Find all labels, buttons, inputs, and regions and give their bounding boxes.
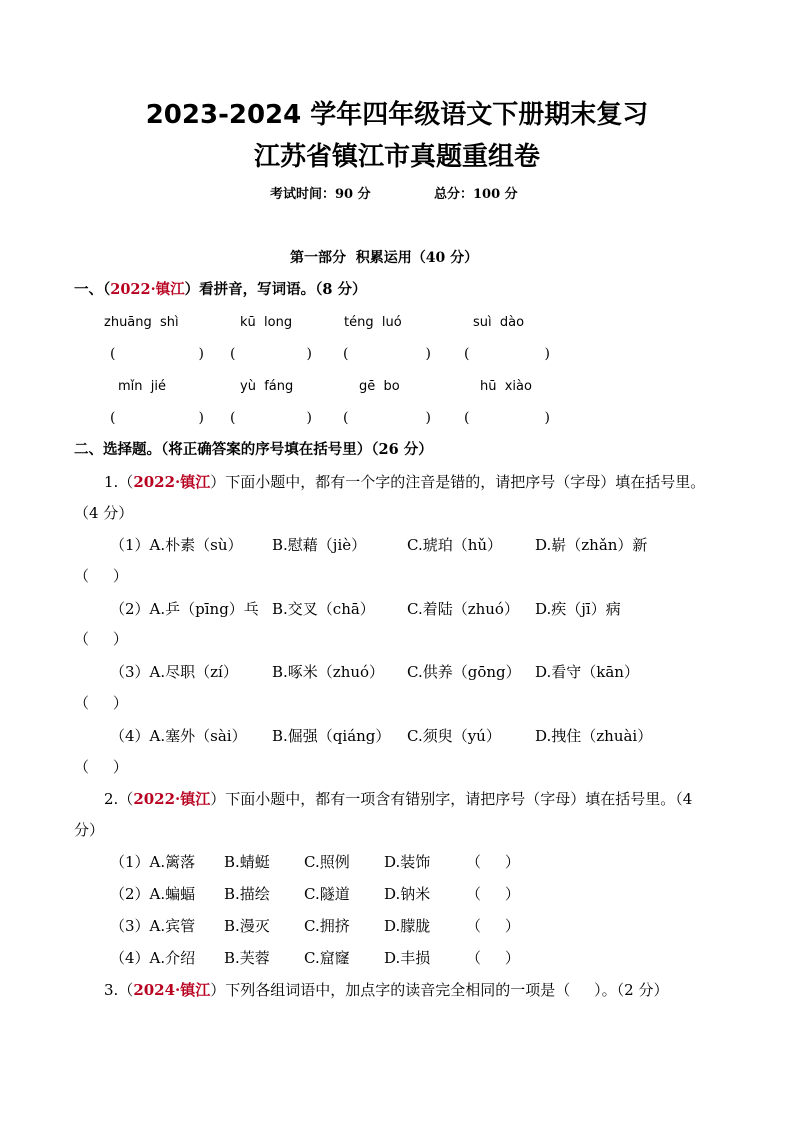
option: （1）A.篱落: [110, 853, 196, 871]
pinyin-5: mǐn jié: [118, 379, 167, 394]
option: B.倔强（qiáng）: [272, 727, 391, 745]
option: （2）A.蝙蝠: [110, 885, 196, 903]
part-heading: 第一部分 积累运用（40 分）: [290, 250, 479, 266]
pinyin-3: téng luó: [344, 315, 402, 330]
option: B.芙蓉: [224, 949, 270, 967]
option: D.朦胧: [384, 917, 431, 935]
source-tag: 2022·镇江: [133, 790, 211, 808]
question-2-score: 分）: [74, 821, 105, 839]
answer-blank[interactable]: （ ）: [466, 853, 520, 871]
source-tag: 2022·镇江: [133, 473, 211, 491]
answer-blank[interactable]: ( ): [230, 346, 312, 362]
option: D.疾（jī）病: [535, 600, 621, 618]
question-1-score: （4 分）: [74, 504, 134, 522]
option: D.装饰: [384, 853, 431, 871]
pinyin-2: kū long: [240, 315, 293, 330]
answer-blank[interactable]: （ ）: [74, 567, 128, 585]
option: （4）A.介绍: [110, 949, 196, 967]
option: （3）A.尽职（zí）: [110, 663, 238, 681]
option: B.蜻蜓: [224, 853, 270, 871]
option: D.钠米: [384, 885, 431, 903]
answer-blank[interactable]: （ ）: [74, 758, 128, 776]
option: B.啄米（zhuó）: [272, 663, 385, 681]
option: （1）A.朴素（sù）: [110, 536, 243, 554]
pinyin-8: hū xiào: [480, 379, 532, 394]
answer-blank[interactable]: ( ): [343, 346, 431, 362]
option: D.丰损: [384, 949, 431, 967]
option: C.琥珀（hǔ）: [407, 536, 503, 554]
source-tag: 2024·镇江: [133, 981, 211, 999]
pinyin-6: yù fáng: [240, 379, 294, 394]
answer-blank[interactable]: （ ）: [74, 630, 128, 648]
option: D.拽住（zhuài）: [535, 727, 653, 745]
option: C.着陆（zhuó）: [407, 600, 519, 618]
answer-blank[interactable]: ( ): [464, 410, 550, 426]
option: B.交叉（chā）: [272, 600, 375, 618]
question-3: 3.（2024·镇江）下列各组词语中，加点字的读音完全相同的一项是（ ）。（2 分）: [104, 981, 669, 999]
page-title: 2023-2024 学年四年级语文下册期末复习: [145, 100, 649, 130]
option: C.照例: [304, 853, 350, 871]
option: B.慰藉（jiè）: [272, 536, 367, 554]
pinyin-7: gē bo: [359, 379, 400, 394]
option: D.看守（kān）: [535, 663, 639, 681]
option: B.描绘: [224, 885, 270, 903]
question-1: 1.（2022·镇江）下面小题中，都有一个字的注音是错的，请把序号（字母）填在括号里。: [104, 473, 706, 491]
pinyin-4: suì dào: [473, 315, 525, 330]
exam-time: 考试时间：90 分: [270, 187, 371, 202]
option: （3）A.宾管: [110, 917, 196, 935]
option: C.窟窿: [304, 949, 350, 967]
pinyin-1: zhuāng shì: [104, 315, 179, 330]
total-score: 总分：100 分: [434, 187, 518, 202]
option: C.须臾（yú）: [407, 727, 501, 745]
option: C.隧道: [304, 885, 350, 903]
option: C.供养（gōng）: [407, 663, 521, 681]
answer-blank[interactable]: ( ): [110, 410, 204, 426]
answer-blank[interactable]: （ ）: [466, 949, 520, 967]
option: （2）A.乒（pīng）乓: [110, 600, 259, 618]
answer-blank[interactable]: ( ): [343, 410, 431, 426]
answer-blank[interactable]: （ ）: [466, 885, 520, 903]
option: B.漫灭: [224, 917, 270, 935]
question-2: 2.（2022·镇江）下面小题中，都有一项含有错别字，请把序号（字母）填在括号里。（4: [104, 790, 693, 808]
answer-blank[interactable]: （ ）: [74, 694, 128, 712]
answer-blank[interactable]: ( ): [230, 410, 312, 426]
page-subtitle: 江苏省镇江市真题重组卷: [253, 142, 540, 172]
option: （4）A.塞外（sài）: [110, 727, 247, 745]
section-2-heading: 二、选择题。（将正确答案的序号填在括号里）（26 分）: [74, 441, 433, 458]
answer-blank[interactable]: ( ): [464, 346, 550, 362]
section-1-heading: 一、（2022·镇江）看拼音，写词语。（8 分）: [74, 281, 367, 298]
answer-blank[interactable]: （ ）: [466, 917, 520, 935]
option: D.崭（zhǎn）新: [535, 536, 648, 554]
source-tag: 2022·镇江: [110, 281, 185, 298]
answer-blank[interactable]: ( ): [110, 346, 204, 362]
option: C.拥挤: [304, 917, 350, 935]
